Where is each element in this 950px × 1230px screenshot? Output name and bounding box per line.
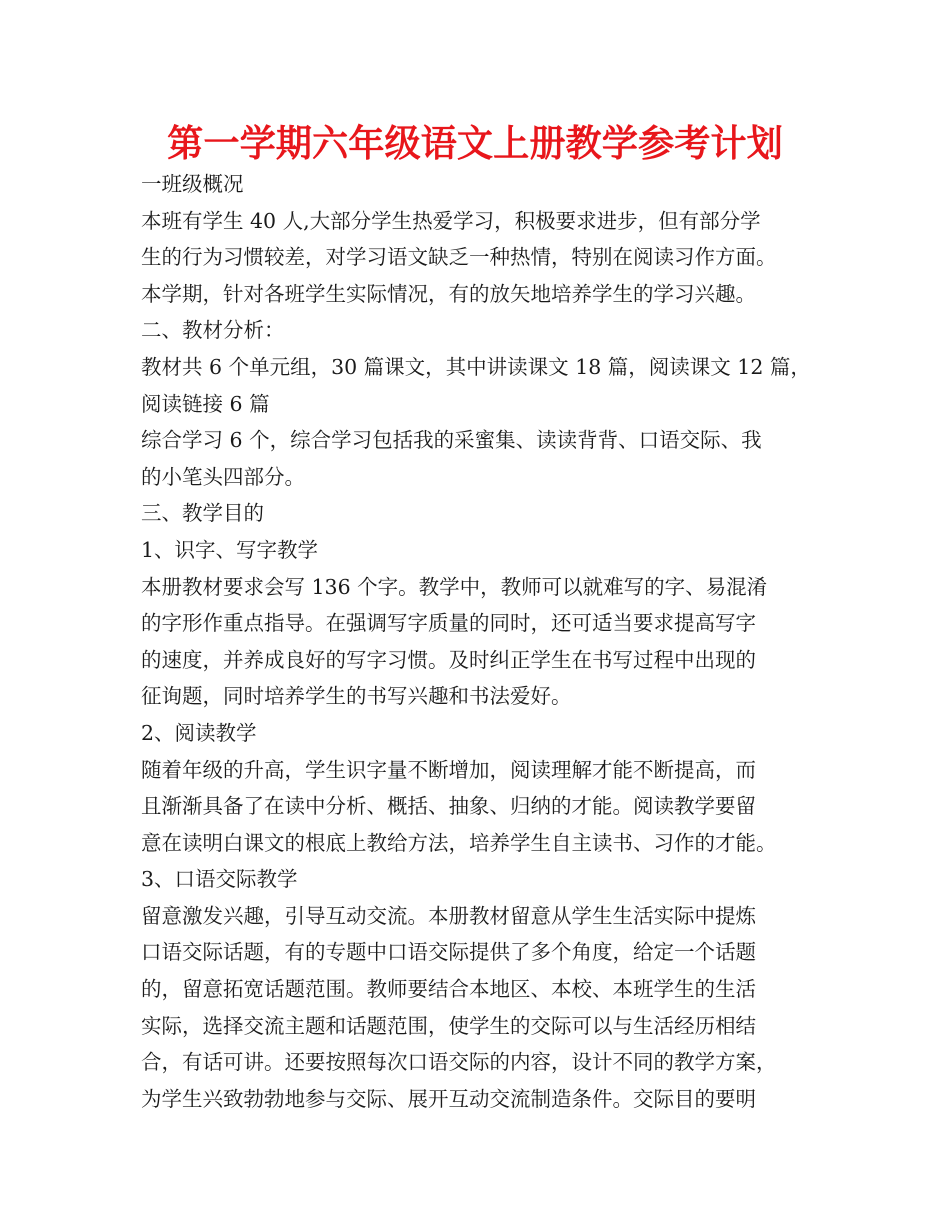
paragraph-line: 征询题，同时培养学生的书写兴趣和书法爱好。: [141, 684, 572, 709]
paragraph-line: 综合学习 6 个，综合学习包括我的采蜜集、读读背背、口语交际、我: [141, 428, 762, 453]
paragraph-line: 合，有话可讲。还要按照每次口语交际的内容，设计不同的教学方案，: [141, 1050, 777, 1075]
paragraph-line: 实际，选择交流主题和话题范围，使学生的交际可以与生活经历相结: [141, 1013, 756, 1038]
paragraph-line: 本册教材要求会写 136 个字。教学中，教师可以就难写的字、易混淆: [141, 574, 768, 599]
paragraph-line: 的小笔头四部分。: [141, 464, 305, 489]
paragraph-line: 本班有学生 40 人,大部分学生热爱学习，积极要求进步，但有部分学: [141, 208, 761, 233]
section-heading-teaching-goals: 三、教学目的: [141, 501, 264, 526]
paragraph-line: 生的行为习惯较差，对学习语文缺乏一种热情，特别在阅读习作方面。: [141, 245, 777, 270]
paragraph-line: 且渐渐具备了在读中分析、概括、抽象、归纳的才能。阅读教学要留: [141, 794, 756, 819]
section-heading-textbook-analysis: 二、教材分析：: [141, 318, 285, 343]
subsection-heading-literacy: 1、识字、写字教学: [141, 537, 319, 562]
paragraph-line: 留意激发兴趣，引导互动交流。本册教材留意从学生生活实际中提炼: [141, 903, 756, 928]
paragraph-line: 教材共 6 个单元组，30 篇课文，其中讲读课文 18 篇，阅读课文 12 篇，: [141, 354, 811, 379]
subsection-heading-reading: 2、阅读教学: [141, 720, 257, 745]
paragraph-line: 随着年级的升高，学生识字量不断增加，阅读理解才能不断提高，而: [141, 757, 756, 782]
paragraph-line: 为学生兴致勃勃地参与交际、展开互动交流制造条件。交际目的要明: [141, 1086, 756, 1111]
document-body: [141, 166, 841, 1117]
section-heading-class-overview: 一班级概况: [141, 172, 244, 196]
paragraph-line: 的字形作重点指导。在强调写字质量的同时，还可适当要求提高写字: [141, 611, 756, 636]
document-title: 第一学期六年级语文上册教学参考计划: [167, 122, 783, 165]
paragraph-line: 的速度，并养成良好的写字习惯。及时纠正学生在书写过程中出现的: [141, 647, 756, 672]
paragraph-line: 的，留意拓宽话题范围。教师要结合本地区、本校、本班学生的生活: [141, 977, 756, 1002]
paragraph-line: 口语交际话题，有的专题中口语交际提供了多个角度，给定一个话题: [141, 940, 756, 965]
subsection-heading-oral-communication: 3、口语交际教学: [141, 867, 298, 892]
paragraph-line: 阅读链接 6 篇: [141, 391, 270, 416]
paragraph-line: 本学期，针对各班学生实际情况，有的放矢地培养学生的学习兴趣。: [141, 281, 756, 306]
paragraph-line: 意在读明白课文的根底上教给方法，培养学生自主读书、习作的才能。: [141, 830, 777, 855]
